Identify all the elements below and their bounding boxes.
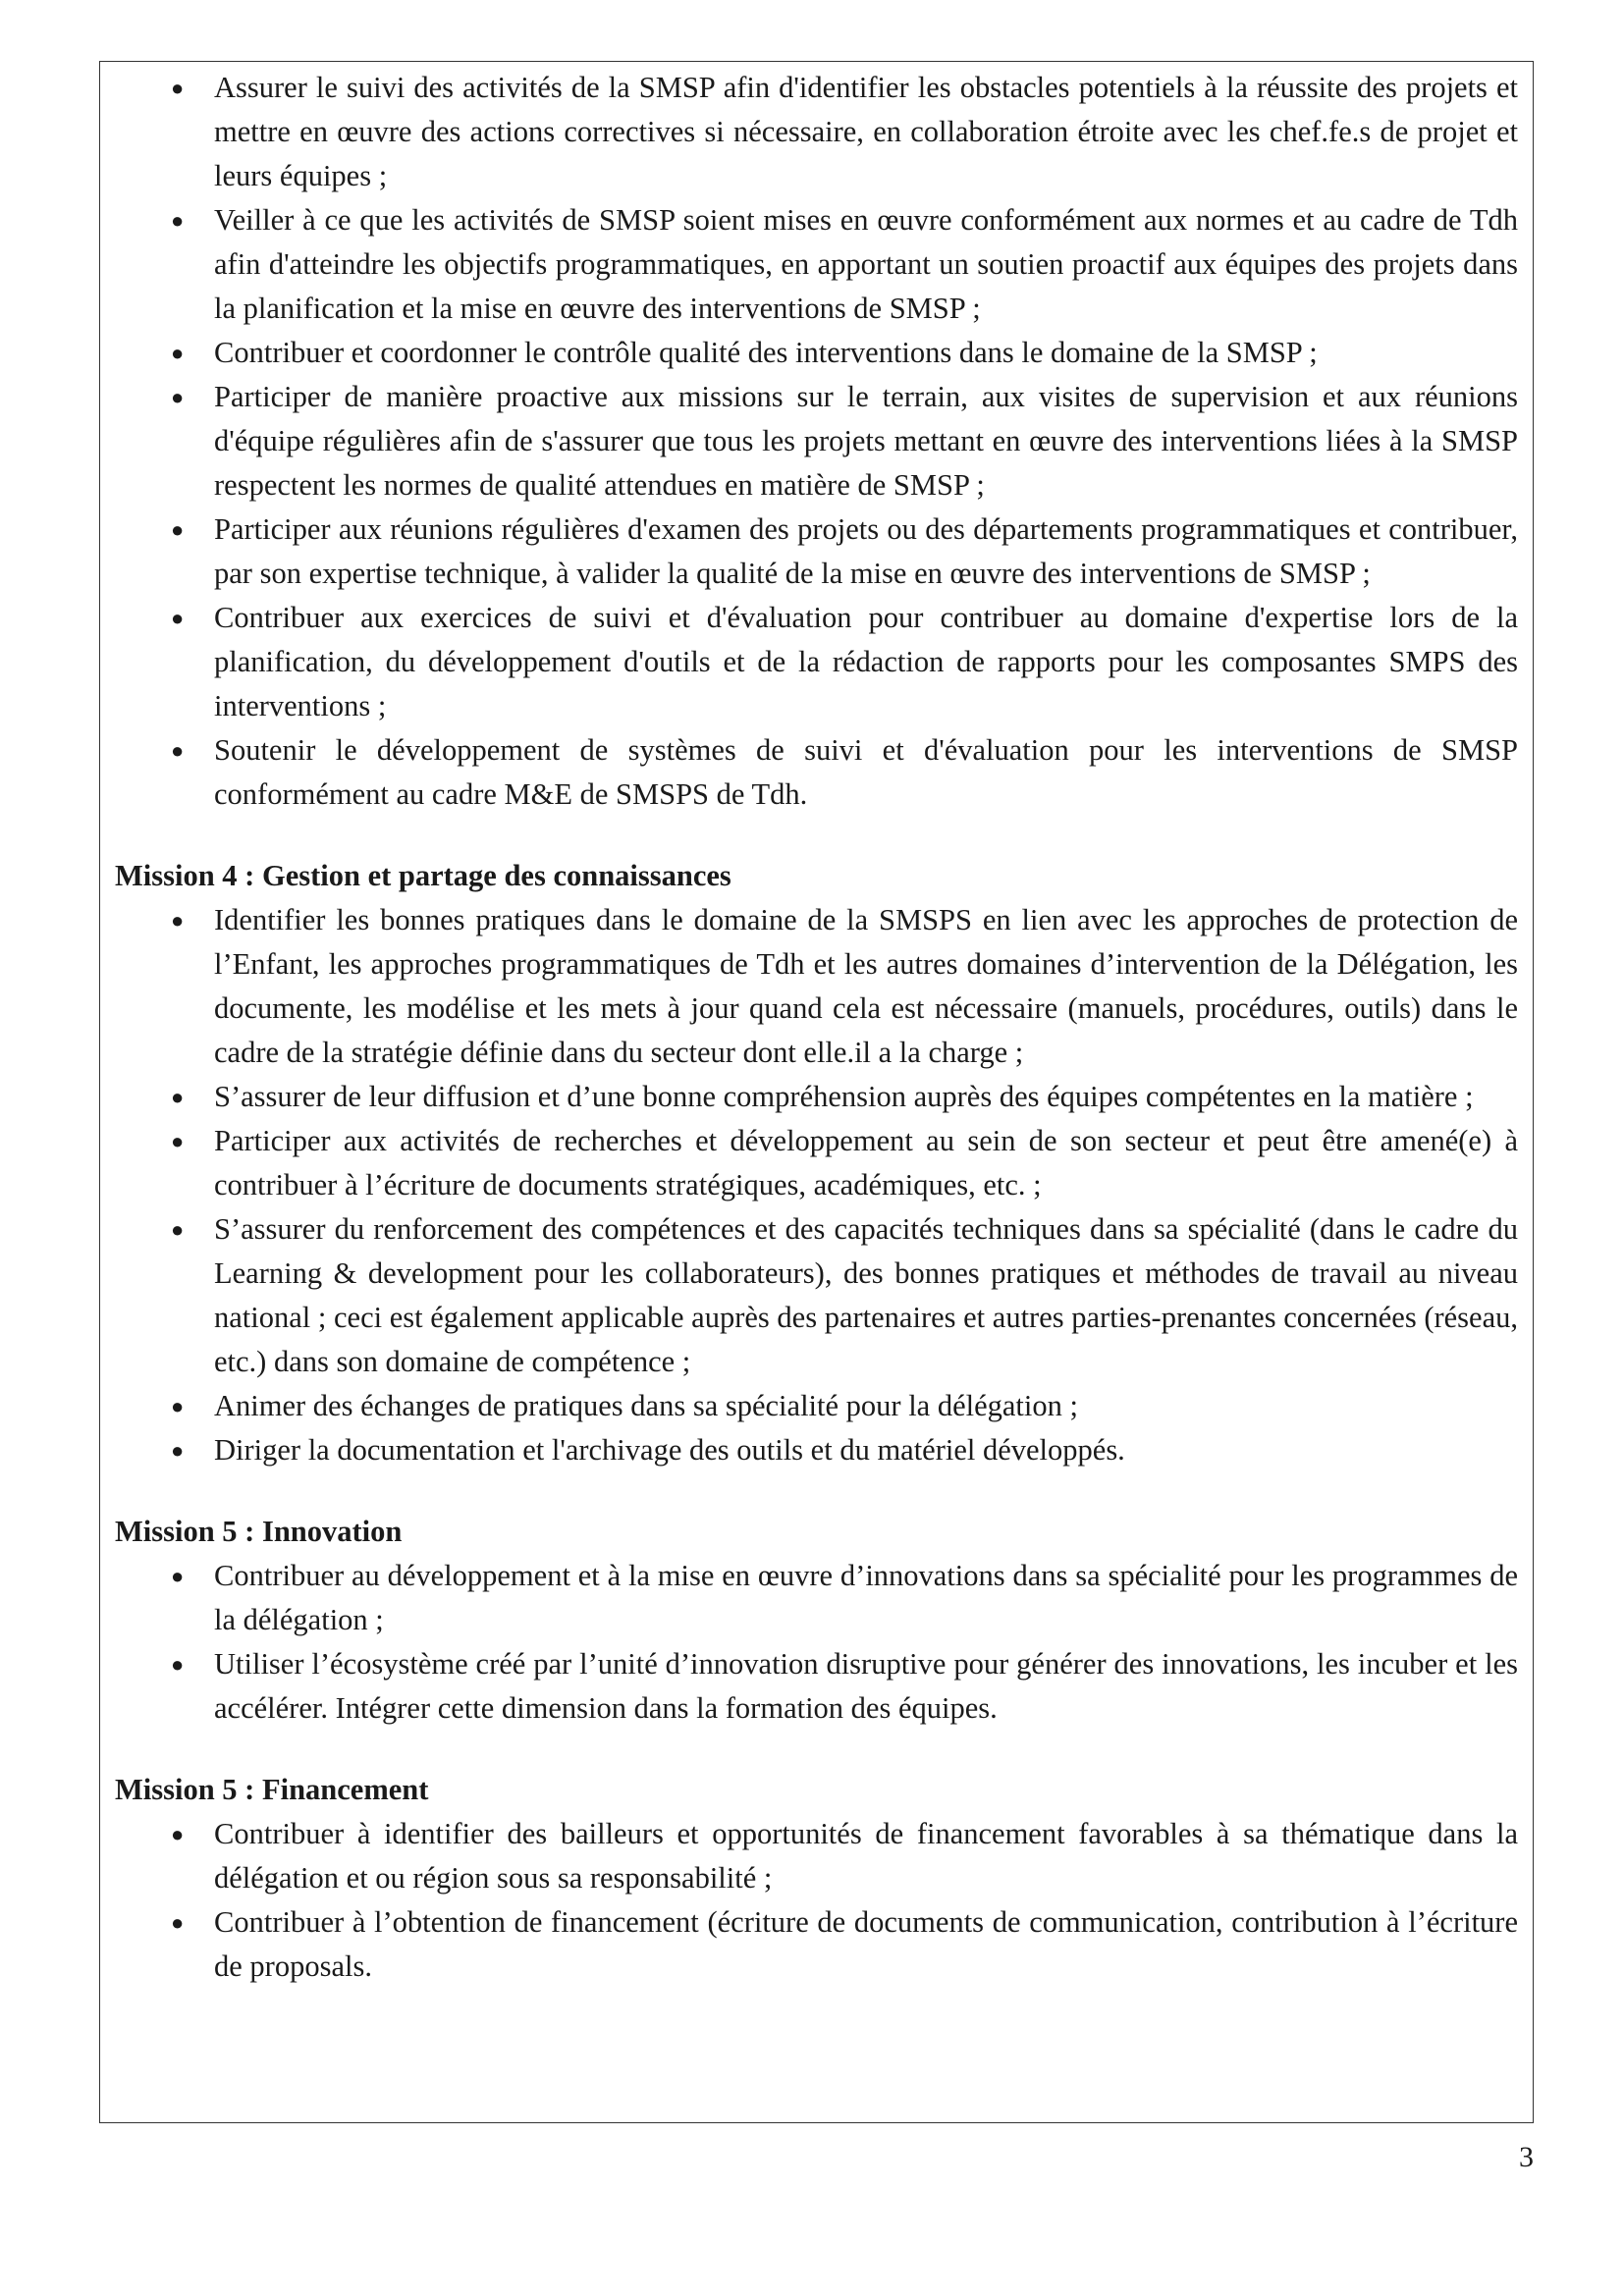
bullet-icon: ● [171,1652,185,1677]
mission3-bullet-list [115,66,1518,817]
list-item-text: Identifier les bonnes pratiques dans le domaine de la SMSPS en lien avec les approches de protection de l’Enfant, les approches programmatiques de Tdh et les autres domaines d’intervention de la Délégation, les documente, les modélise et les mets à jour quand cela est nécessaire (manuels, procédures, outils) dans le cadre de la stratégie définie dans du secteur dont elle.il a la charge ; [214,903,1518,1069]
list-item-text: Diriger la documentation et l'archivage des outils et du matériel développés. [214,1433,1125,1467]
bullet-icon: ● [171,1438,185,1463]
bullet-icon: ● [171,1217,185,1242]
mission5-innovation-heading: Mission 5 : Innovation [115,1515,403,1548]
list-item [115,66,1518,198]
list-item [115,1428,1518,1472]
list-item [115,1207,1518,1384]
list-item-text: Utiliser l’écosystème créé par l’unité d’innovation disruptive pour générer des innovations, les incuber et les accélérer. Intégrer cette dimension dans la formation des équipes. [214,1647,1518,1725]
mission4-bullet-list [115,898,1518,1472]
bullet-icon: ● [171,1822,185,1846]
list-item [115,1384,1518,1428]
bullet-icon: ● [171,738,185,763]
list-item-text: Assurer le suivi des activités de la SMSP afin d'identifier les obstacles potentiels à la réussite des projets et mettre en œuvre des actions correctives si nécessaire, en collaboration étroite avec les chef.fe.s de projet et leurs équipes ; [214,71,1518,192]
list-item-text: Participer de manière proactive aux missions sur le terrain, aux visites de supervision et aux réunions d'équipe régulières afin de s'assurer que tous les projets mettant en œuvre des interventions liées à la SMSP respectent les normes de qualité attendues en matière de SMSP ; [214,380,1518,502]
document-body [115,66,1518,1989]
list-item [115,331,1518,375]
list-item-text: Contribuer à l’obtention de financement (écriture de documents de communication, contribution à l’écriture de proposals. [214,1905,1518,1983]
bullet-icon: ● [171,1910,185,1935]
mission5-financement-heading: Mission 5 : Financement [115,1773,429,1806]
bullet-icon: ● [171,1129,185,1153]
list-item-text: Contribuer aux exercices de suivi et d'évaluation pour contribuer au domaine d'expertise lors de la planification, du développement d'outils et de la rédaction de rapports pour les composantes SMPS des interventions ; [214,601,1518,722]
bullet-icon: ● [171,341,185,365]
list-item [115,1554,1518,1642]
list-item [115,1642,1518,1731]
mission5-innovation-bullet-list [115,1554,1518,1731]
list-item [115,1812,1518,1900]
list-item-text: Contribuer à identifier des bailleurs et opportunités de financement favorables à sa thématique dans la délégation et ou région sous sa responsabilité ; [214,1817,1518,1895]
list-item-text: Soutenir le développement de systèmes de suivi et d'évaluation pour les interventions de SMSP conformément au cadre M&E de SMSPS de Tdh. [214,733,1518,811]
list-item [115,507,1518,596]
list-item [115,1900,1518,1989]
bullet-icon: ● [171,908,185,933]
mission5-financement-bullet-list [115,1812,1518,1989]
bullet-icon: ● [171,606,185,630]
list-item [115,1119,1518,1207]
list-item-text: Veiller à ce que les activités de SMSP soient mises en œuvre conformément aux normes et au cadre de Tdh afin d'atteindre les objectifs programmatiques, en apportant un soutien proactif aux équipes des projets dans la planification et la mise en œuvre des interventions de SMSP ; [214,203,1518,325]
list-item [115,1075,1518,1119]
bullet-icon: ● [171,1564,185,1588]
list-item [115,898,1518,1075]
list-item-text: Contribuer et coordonner le contrôle qualité des interventions dans le domaine de la SMSP ; [214,336,1318,369]
list-item-text: S’assurer du renforcement des compétences et des capacités techniques dans sa spécialité (dans le cadre du Learning & development pour les collaborateurs), des bonnes pratiques et méthodes de travail au niveau national ; ceci est également applicable auprès des partenaires et autres parties-prenantes concernées (réseau, etc.) dans son domaine de compétence ; [214,1212,1518,1378]
list-item [115,375,1518,507]
bullet-icon: ● [171,517,185,542]
bullet-icon: ● [171,385,185,409]
bullet-icon: ● [171,76,185,100]
bullet-icon: ● [171,208,185,233]
list-item-text: Animer des échanges de pratiques dans sa spécialité pour la délégation ; [214,1389,1078,1422]
list-item [115,198,1518,331]
list-item-text: Participer aux activités de recherches et développement au sein de son secteur et peut être amené(e) à contribuer à l’écriture de documents stratégiques, académiques, etc. ; [214,1124,1518,1201]
list-item-text: S’assurer de leur diffusion et d’une bonne compréhension auprès des équipes compétentes en la matière ; [214,1080,1474,1113]
bullet-icon: ● [171,1085,185,1109]
bullet-icon: ● [171,1394,185,1418]
page-number: 3 [1519,2141,1534,2173]
list-item [115,728,1518,817]
list-item [115,596,1518,728]
list-item-text: Participer aux réunions régulières d'examen des projets ou des départements programmatiques et contribuer, par son expertise technique, à valider la qualité de la mise en œuvre des interventions de SMSP ; [214,512,1518,590]
content-frame [99,61,1534,2123]
list-item-text: Contribuer au développement et à la mise en œuvre d’innovations dans sa spécialité pour les programmes de la délégation ; [214,1559,1518,1636]
mission4-heading: Mission 4 : Gestion et partage des connaissances [115,859,731,892]
